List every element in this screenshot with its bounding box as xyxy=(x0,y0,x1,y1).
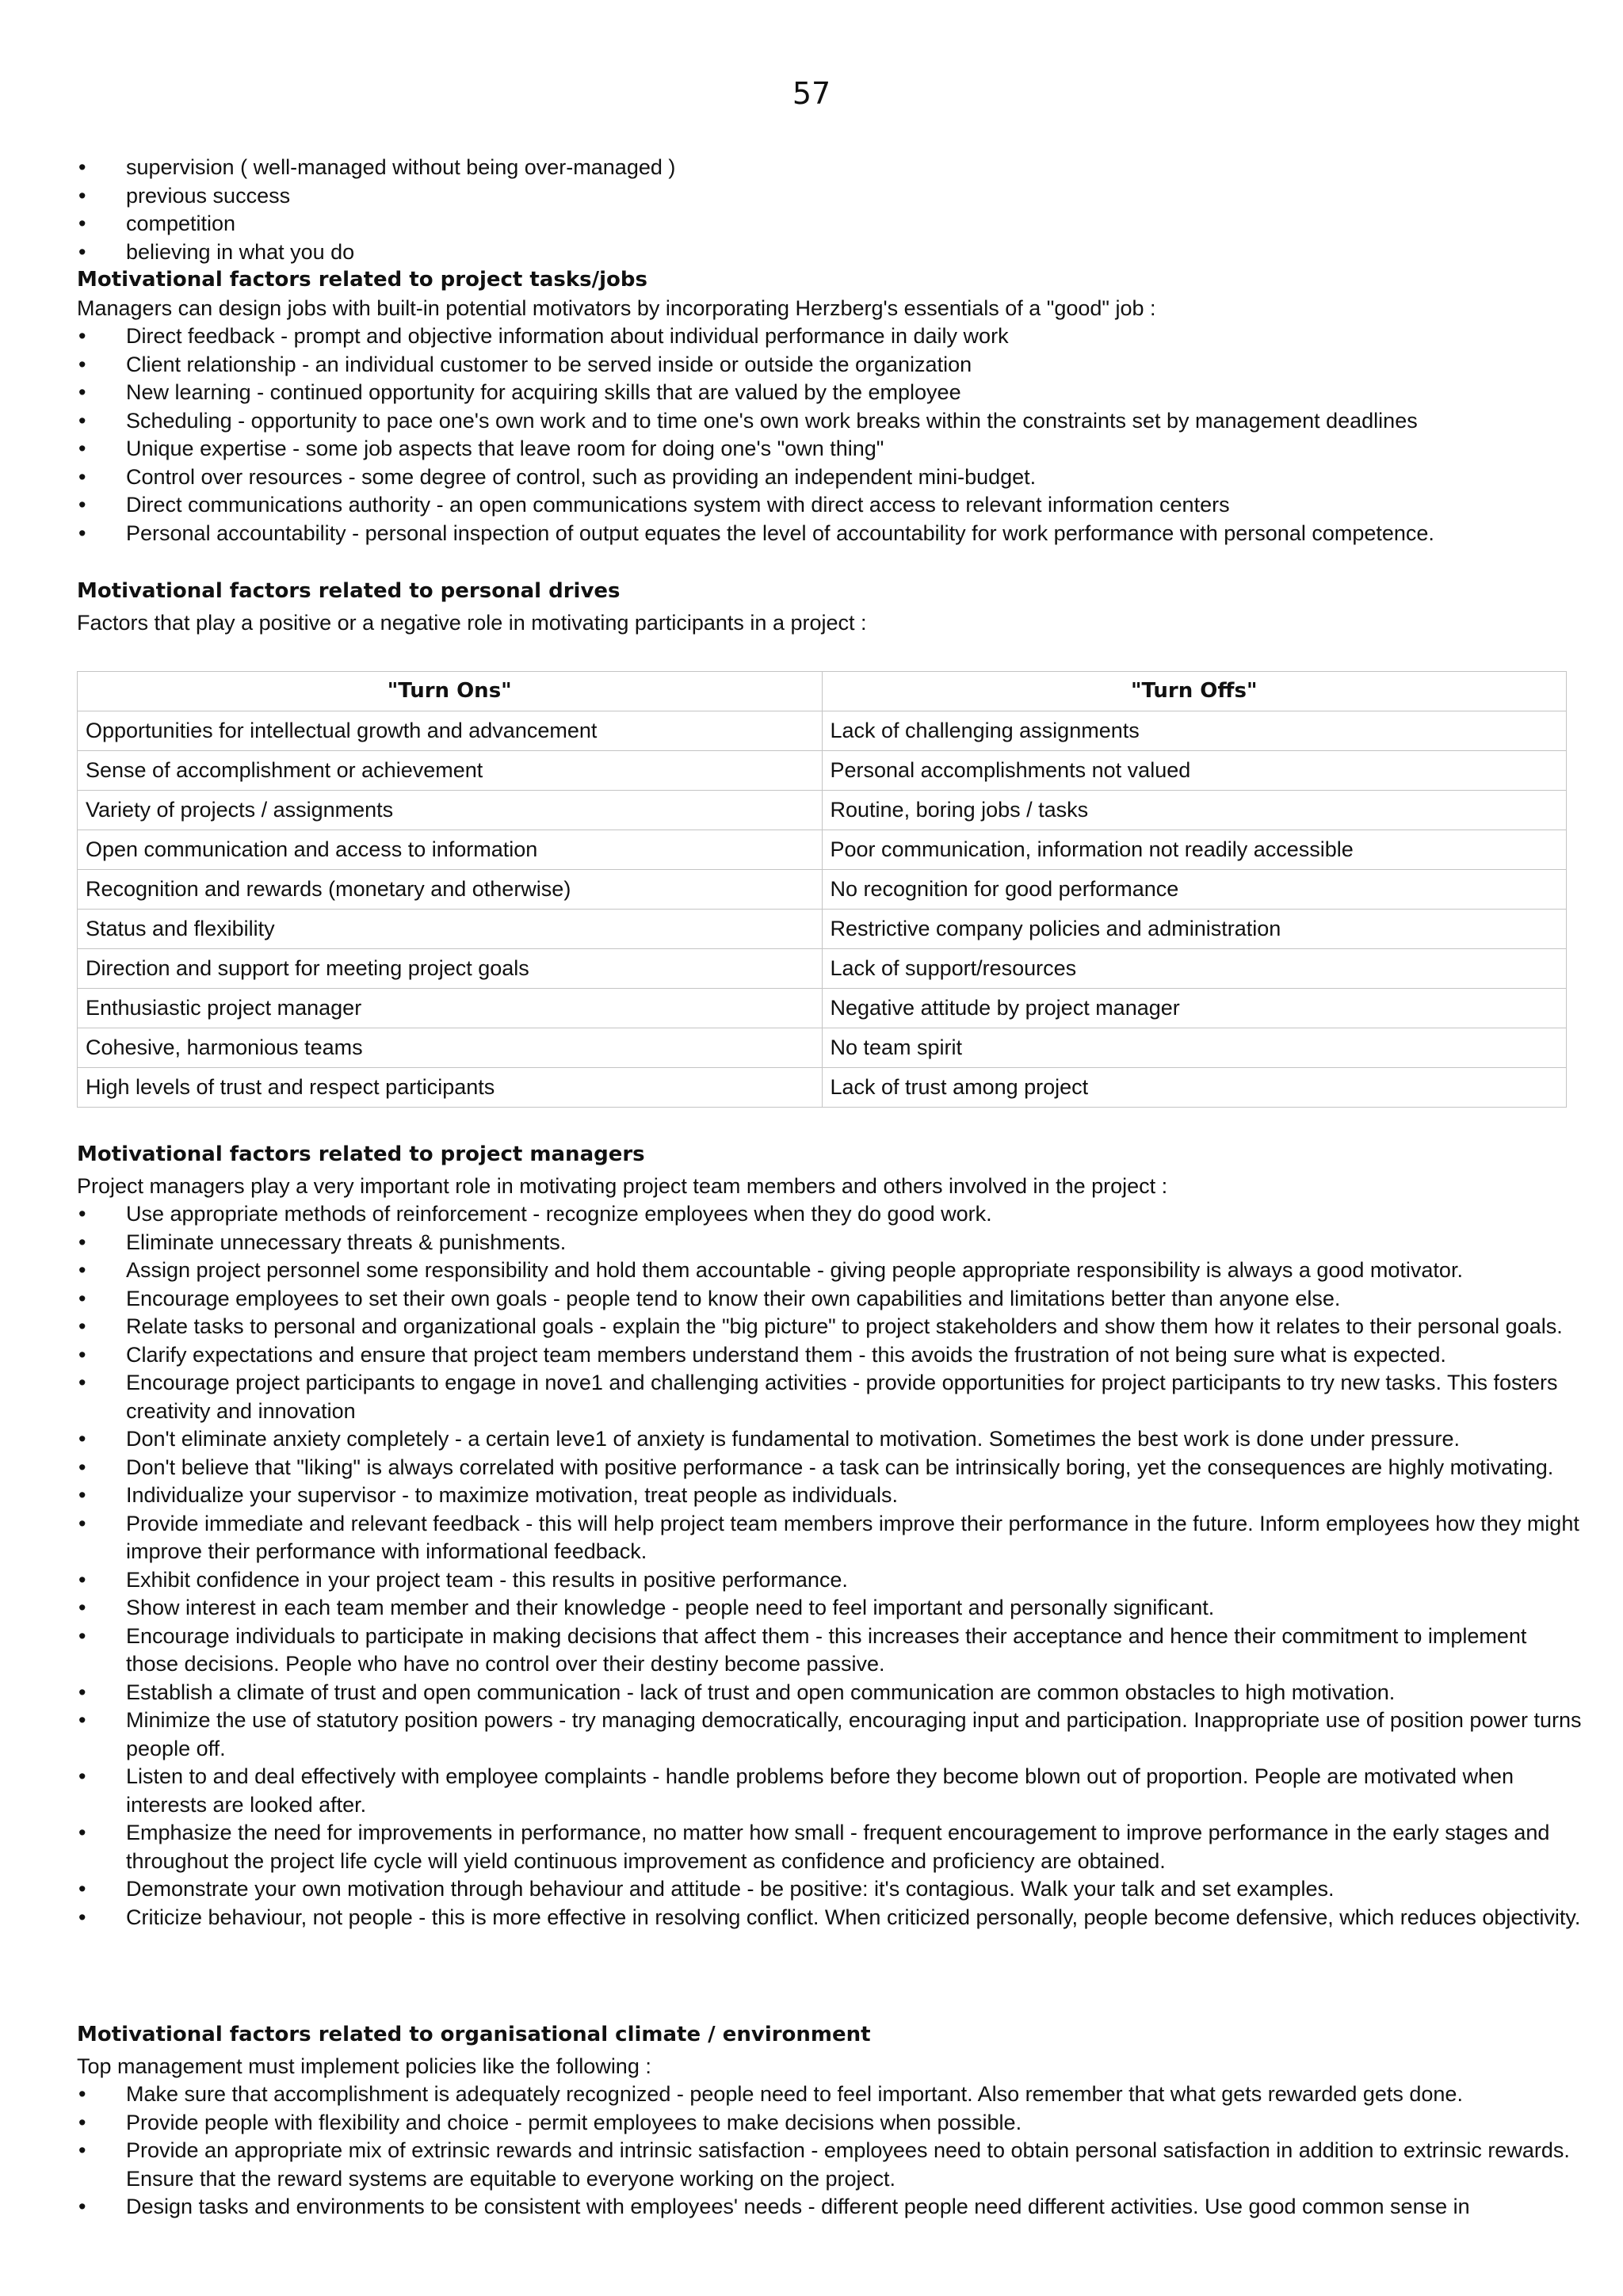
table-cell: Direction and support for meeting project goals xyxy=(78,949,823,989)
table-cell: Enthusiastic project manager xyxy=(78,989,823,1028)
managers-block xyxy=(77,1141,1583,1932)
list-item: • Personal accountability - personal inspection of output equates the level of accountability for work performance with personal competence. xyxy=(77,520,1583,548)
list-item: • Provide an appropriate mix of extrinsic rewards and intrinsic satisfaction - employees need to obtain personal satisfaction in addition to extrinsic rewards. Ensure that the reward systems are equitable to everyone working on the project. xyxy=(77,2137,1583,2193)
list-item: • Direct feedback - prompt and objective information about individual performance in daily work xyxy=(77,322,1583,351)
table-cell: Cohesive, harmonious teams xyxy=(78,1028,823,1068)
list-item: • Clarify expectations and ensure that project team members understand them - this avoids the frustration of not being sure what is expected. xyxy=(77,1341,1583,1370)
list-item: • Provide people with flexibility and choice - permit employees to make decisions when possible. xyxy=(77,2109,1583,2138)
table-header-row xyxy=(78,672,1567,711)
table-cell: Restrictive company policies and administration xyxy=(822,910,1567,949)
list-item: • Direct communications authority - an open communications system with direct access to relevant information centers xyxy=(77,491,1583,520)
list-item: • Design tasks and environments to be consistent with employees' needs - different people need different activities. Use good common sense in xyxy=(77,2193,1583,2222)
table-row xyxy=(78,989,1567,1028)
table-row xyxy=(78,751,1567,791)
table-row xyxy=(78,949,1567,989)
list-item: • Scheduling - opportunity to pace one's own work and to time one's own work breaks within the constraints set by management deadlines xyxy=(77,407,1583,436)
tasks-list xyxy=(77,322,1583,547)
list-item: • Unique expertise - some job aspects that leave room for doing one's "own thing" xyxy=(77,435,1583,463)
tasks-block xyxy=(77,154,1583,547)
drives-heading: Motivational factors related to personal drives xyxy=(77,579,621,603)
table-cell: Lack of support/resources xyxy=(822,949,1567,989)
table-cell: Opportunities for intellectual growth and advancement xyxy=(78,711,823,751)
list-item: • Control over resources - some degree of control, such as providing an independent mini-budget. xyxy=(77,463,1583,492)
list-item: • Don't believe that "liking" is always correlated with positive performance - a task can be intrinsically boring, yet the consequences are highly motivating. xyxy=(77,1454,1583,1482)
page-number: 57 xyxy=(792,76,831,111)
list-item: • believing in what you do xyxy=(77,238,1583,267)
table-row xyxy=(78,870,1567,910)
table-cell: Negative attitude by project manager xyxy=(822,989,1567,1028)
table-row xyxy=(78,791,1567,830)
top-bullet-list xyxy=(77,154,1583,266)
table-cell: Poor communication, information not readily accessible xyxy=(822,830,1567,870)
list-item: • Emphasize the need for improvements in performance, no matter how small - frequent encouragement to improve performance in the early stages and throughout the project life cycle will yield continuous improvement as confidence and proficiency are obtained. xyxy=(77,1819,1583,1875)
table-row xyxy=(78,830,1567,870)
table-cell: No team spirit xyxy=(822,1028,1567,1068)
drives-block xyxy=(77,578,1583,637)
table-cell: Routine, boring jobs / tasks xyxy=(822,791,1567,830)
list-item: • previous success xyxy=(77,182,1583,211)
managers-intro: Project managers play a very important role in motivating project team members and others involved in the project : xyxy=(77,1173,1168,1198)
list-item: • Show interest in each team member and their knowledge - people need to feel important and personally significant. xyxy=(77,1594,1583,1623)
list-item: • Provide immediate and relevant feedback - this will help project team members improve their performance in the future. Inform employees how they might improve their performance with informational feedback. xyxy=(77,1510,1583,1566)
list-item: • Establish a climate of trust and open communication - lack of trust and open communication are common obstacles to high motivation. xyxy=(77,1679,1583,1707)
list-item: • Exhibit confidence in your project team - this results in positive performance. xyxy=(77,1566,1583,1595)
list-item: • Make sure that accomplishment is adequately recognized - people need to feel important. Also remember that what gets rewarded gets done. xyxy=(77,2081,1583,2109)
table-cell: No recognition for good performance xyxy=(822,870,1567,910)
column-header-turn-ons: "Turn Ons" xyxy=(78,672,823,711)
list-item: • Listen to and deal effectively with employee complaints - handle problems before they become blown out of proportion. People are motivated when interests are looked after. xyxy=(77,1763,1583,1819)
table-cell: Personal accomplishments not valued xyxy=(822,751,1567,791)
list-item: • Eliminate unnecessary threats & punishments. xyxy=(77,1229,1583,1257)
list-item: • Encourage employees to set their own goals - people tend to know their own capabilities and limitations better than anyone else. xyxy=(77,1285,1583,1314)
climate-heading: Motivational factors related to organisational climate / environment xyxy=(77,2023,871,2046)
managers-heading: Motivational factors related to project managers xyxy=(77,1142,645,1166)
tasks-intro: Managers can design jobs with built-in potential motivators by incorporating Herzberg's essentials of a "good" job : xyxy=(77,296,1156,320)
list-item: • New learning - continued opportunity for acquiring skills that are valued by the employee xyxy=(77,379,1583,407)
list-item: • Use appropriate methods of reinforcement - recognize employees when they do good work. xyxy=(77,1200,1583,1229)
climate-block xyxy=(77,2021,1583,2222)
table-cell: Lack of trust among project xyxy=(822,1068,1567,1108)
table-row xyxy=(78,1028,1567,1068)
table-cell: Status and flexibility xyxy=(78,910,823,949)
table-cell: High levels of trust and respect participants xyxy=(78,1068,823,1108)
list-item: • Assign project personnel some responsibility and hold them accountable - giving people appropriate responsibility is always a good motivator. xyxy=(77,1257,1583,1285)
climate-intro: Top management must implement policies like the following : xyxy=(77,2054,651,2078)
list-item: • Minimize the use of statutory position powers - try managing democratically, encouraging input and participation. Inappropriate use of position power turns people off. xyxy=(77,1707,1583,1763)
tasks-heading: Motivational factors related to project tasks/jobs xyxy=(77,268,647,292)
list-item: • Don't eliminate anxiety completely - a certain leve1 of anxiety is fundamental to motivation. Sometimes the best work is done under pressure. xyxy=(77,1425,1583,1454)
column-header-turn-offs: "Turn Offs" xyxy=(822,672,1567,711)
list-item: • Encourage individuals to participate in making decisions that affect them - this increases their acceptance and hence their commitment to implement those decisions. People who have no control over their destiny become passive. xyxy=(77,1623,1583,1679)
table-cell: Sense of accomplishment or achievement xyxy=(78,751,823,791)
climate-list xyxy=(77,2081,1583,2222)
list-item: • Criticize behaviour, not people - this is more effective in resolving conflict. When criticized personally, people become defensive, which reduces objectivity. xyxy=(77,1904,1583,1932)
list-item: • Demonstrate your own motivation through behaviour and attitude - be positive: it's contagious. Walk your talk and set examples. xyxy=(77,1875,1583,1904)
turn-ons-offs-table xyxy=(77,671,1567,1108)
list-item: • Client relationship - an individual customer to be served inside or outside the organization xyxy=(77,351,1583,379)
table-cell: Variety of projects / assignments xyxy=(78,791,823,830)
list-item: • Encourage project participants to engage in nove1 and challenging activities - provide opportunities for project participants to try new tasks. This fosters creativity and innovation xyxy=(77,1369,1583,1425)
table-row xyxy=(78,711,1567,751)
table-cell: Recognition and rewards (monetary and otherwise) xyxy=(78,870,823,910)
table-row xyxy=(78,910,1567,949)
table-cell: Open communication and access to information xyxy=(78,830,823,870)
list-item: • Individualize your supervisor - to maximize motivation, treat people as individuals. xyxy=(77,1482,1583,1510)
table-cell: Lack of challenging assignments xyxy=(822,711,1567,751)
list-item: • Relate tasks to personal and organizational goals - explain the "big picture" to project stakeholders and show them how it relates to their personal goals. xyxy=(77,1313,1583,1341)
drives-intro: Factors that play a positive or a negative role in motivating participants in a project : xyxy=(77,610,867,635)
table-row xyxy=(78,1068,1567,1108)
managers-list xyxy=(77,1200,1583,1932)
list-item: • competition xyxy=(77,210,1583,238)
list-item: • supervision ( well-managed without being over-managed ) xyxy=(77,154,1583,182)
